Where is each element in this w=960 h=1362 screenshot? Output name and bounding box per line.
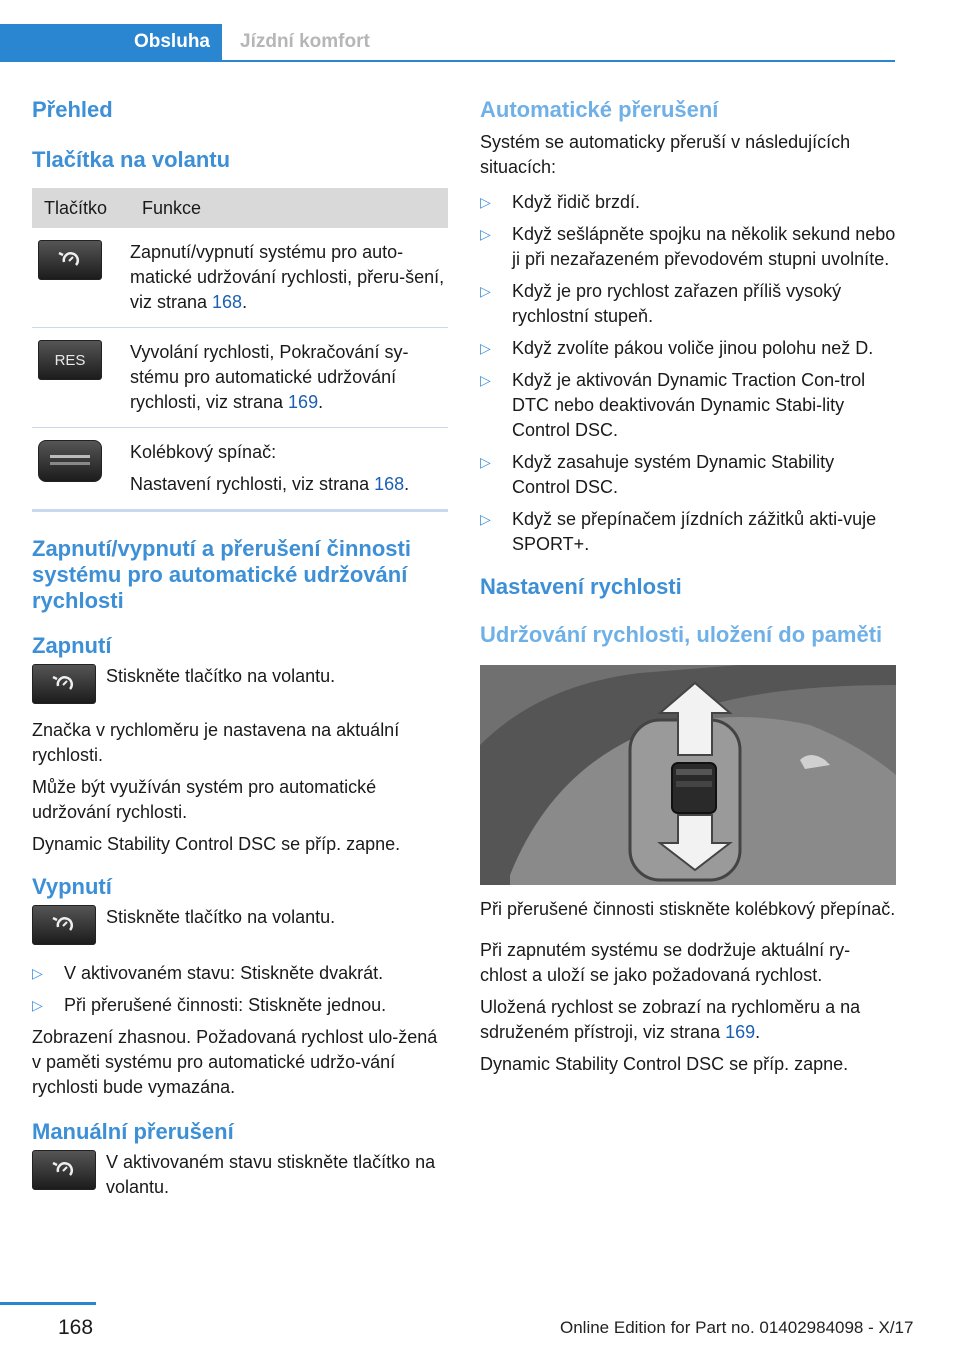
page-link[interactable]: 169 <box>725 1022 756 1042</box>
list-item: ▷ Když je aktivován Dynamic Traction Con-trol DTC nebo deaktivován Dynamic Stabi-lity Control DSC. <box>480 368 896 443</box>
page-link[interactable]: 169 <box>288 392 319 412</box>
instruction-text: V aktivovaném stavu stiskněte tlačítko na volantu. <box>106 1152 436 1197</box>
heading-manualni: Manuální přerušení <box>32 1119 234 1144</box>
list-item: ▷ Když se přepínačem jízdních zážitků akti-vuje SPORT+. <box>480 507 896 557</box>
page-link[interactable]: 168 <box>212 292 243 312</box>
table-row: Kolébkový spínač: Nastavení rychlosti, viz strana 168. <box>32 428 448 511</box>
auto-list <box>480 190 896 557</box>
cruise-control-button-icon <box>32 905 96 945</box>
paragraph: Značka v rychloměru je nastavena na aktuální rychlosti. <box>32 720 400 765</box>
heading-prehled: Přehled <box>32 97 113 122</box>
heading-zapnuti-vypnuti: Zapnutí/vypnutí a přerušení činnosti systému pro automatické udržování rychlosti <box>32 536 411 613</box>
heading-nastaveni: Nastavení rychlosti <box>480 574 682 599</box>
heading-tlacitka: Tlačítka na volantu <box>32 147 231 172</box>
paragraph: Dynamic Stability Control DSC se příp. zapne. <box>480 1054 849 1074</box>
row-function-title: Kolébkový spínač: <box>130 442 277 462</box>
table-header-button: Tlačítko <box>32 188 130 228</box>
right-column <box>480 96 896 1077</box>
list-item: ▷ V aktivovaném stavu: Stiskněte dvakrát. <box>32 961 448 986</box>
heading-automaticke: Automatické přerušení <box>480 97 719 122</box>
paragraph: Zobrazení zhasnou. Požadovaná rychlost ulo-žená v paměti systému pro automatické udržo-vání rychlosti bude vymazána. <box>32 1027 438 1097</box>
cruise-control-button-icon <box>32 1150 96 1190</box>
row-function-text: Zapnutí/vypnutí systému pro auto-matické udržování rychlosti, přeru-šení, viz strana <box>130 242 445 312</box>
left-column <box>32 96 448 1200</box>
header-rule <box>0 60 895 62</box>
page-number: 168 <box>58 1316 94 1339</box>
list-item: ▷ Když řidič brzdí. <box>480 190 896 215</box>
paragraph: Při přerušené činnosti stiskněte kolébkový přepínač. <box>480 899 896 919</box>
list-item: ▷ Když je pro rychlost zařazen příliš vysoký rychlostní stupeň. <box>480 279 896 329</box>
row-function-text: Nastavení rychlosti, viz strana <box>130 474 375 494</box>
tab-obsluha[interactable]: Obsluha <box>0 24 222 60</box>
paragraph: Systém se automaticky přeruší v následujících situacích: <box>480 132 851 177</box>
header-tabs <box>0 24 895 62</box>
paragraph: Dynamic Stability Control DSC se příp. zapne. <box>32 834 401 854</box>
list-item: ▷ Když zasahuje systém Dynamic Stability Control DSC. <box>480 450 896 500</box>
tab-jizdni-komfort[interactable]: Jízdní komfort <box>240 31 370 52</box>
paragraph-text: Uložená rychlost se zobrazí na rychloměru a na sdruženém přístroji, viz strana <box>480 997 861 1042</box>
off-list <box>32 961 448 1018</box>
table-row: RES Vyvolání rychlosti, Pokračování sy-stému pro automatické udržování rychlosti, viz strana 169. <box>32 328 448 428</box>
instruction-text: Stiskněte tlačítko na volantu. <box>106 666 336 686</box>
cruise-control-button-icon <box>32 664 96 704</box>
table-row: Zapnutí/vypnutí systému pro auto-matické udržování rychlosti, přeru-šení, viz strana 168. <box>32 228 448 328</box>
paragraph: Při zapnutém systému se dodržuje aktuální ry-chlost a uloží se jako požadovaná rychlost. <box>480 940 851 985</box>
cruise-control-button-icon <box>38 240 102 280</box>
paragraph: Uložená rychlost se zobrazí na rychloměru a na sdruženém přístroji, viz strana 169. <box>480 997 861 1042</box>
instruction-text: Stiskněte tlačítko na volantu. <box>106 907 336 927</box>
heading-vypnuti: Vypnutí <box>32 874 112 899</box>
footer-rule <box>0 1302 96 1305</box>
buttons-table <box>32 188 448 512</box>
paragraph: Může být využíván systém pro automatické udržování rychlosti. <box>32 777 377 822</box>
rocker-switch-icon <box>38 440 102 482</box>
row-function-text: Vyvolání rychlosti, Pokračování sy-stému pro automatické udržování rychlosti, viz strana <box>130 342 409 412</box>
res-button-icon: RES <box>38 340 102 380</box>
heading-zapnuti: Zapnutí <box>32 633 112 658</box>
list-item: ▷ Při přerušené činnosti: Stiskněte jednou. <box>32 993 448 1018</box>
steering-wheel-photo <box>480 665 896 885</box>
page-link[interactable]: 168 <box>374 474 405 494</box>
heading-udrzovani: Udržování rychlosti, uložení do paměti <box>480 622 883 647</box>
list-item: ▷ Když sešlápněte spojku na několik sekund nebo ji při nezařazeném převodovém stupni uvolníte. <box>480 222 896 272</box>
list-item: ▷ Když zvolíte pákou voliče jinou polohu než D. <box>480 336 896 361</box>
edition-note: Online Edition for Part no. 01402984098 - X/17 <box>560 1318 914 1337</box>
table-header-function: Funkce <box>130 188 448 228</box>
